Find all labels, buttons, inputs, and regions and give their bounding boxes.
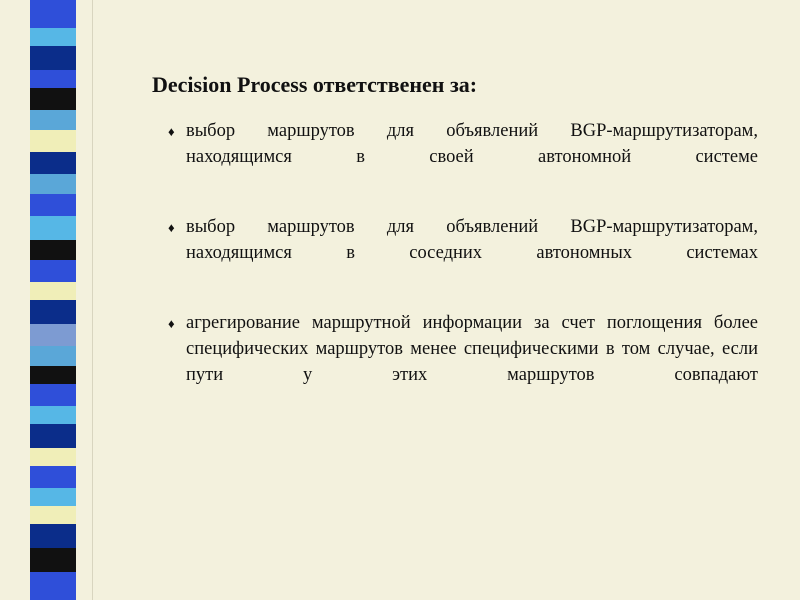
decorative-stripe-band [30,0,76,600]
vertical-divider [92,0,93,600]
bullet-text: выбор маршрутов для объявлений BGP-маршрутизаторам, находящимся в соседних автономных системах [186,217,758,263]
bullet-item [152,118,758,196]
stripe [30,70,76,88]
stripe [30,260,76,282]
stripe [30,46,76,70]
diamond-bullet-icon: ♦ [168,124,175,139]
stripe [30,448,76,466]
stripe [30,300,76,324]
stripe [30,216,76,240]
stripe [30,174,76,194]
stripe [30,424,76,448]
stripe [30,346,76,366]
stripe [30,572,76,600]
bullet-text: выбор маршрутов для объявлений BGP-маршрутизаторам, находящимся в своей автономной системе [186,121,758,167]
stripe [30,152,76,174]
stripe [30,110,76,130]
stripe [30,488,76,506]
stripe [30,384,76,406]
stripe [30,28,76,46]
stripe [30,0,76,28]
stripe [30,324,76,346]
stripe [30,406,76,424]
slide-content [152,70,758,432]
slide-title: Decision Process ответственен за: [152,72,478,97]
stripe [30,524,76,548]
diamond-bullet-icon: ♦ [168,220,175,235]
diamond-bullet-icon: ♦ [168,316,175,331]
stripe [30,548,76,572]
stripe [30,88,76,110]
stripe [30,194,76,216]
stripe [30,240,76,260]
bullet-item [152,214,758,292]
bullet-item [152,310,758,414]
stripe [30,282,76,300]
bullet-text: агрегирование маршрутной информации за счет поглощения более специфических маршрутов менее специфическими в том случае, если пути у этих маршрутов совпадают [186,313,758,385]
stripe [30,506,76,524]
bullet-list [152,118,758,414]
stripe [30,130,76,152]
stripe [30,366,76,384]
stripe [30,466,76,488]
